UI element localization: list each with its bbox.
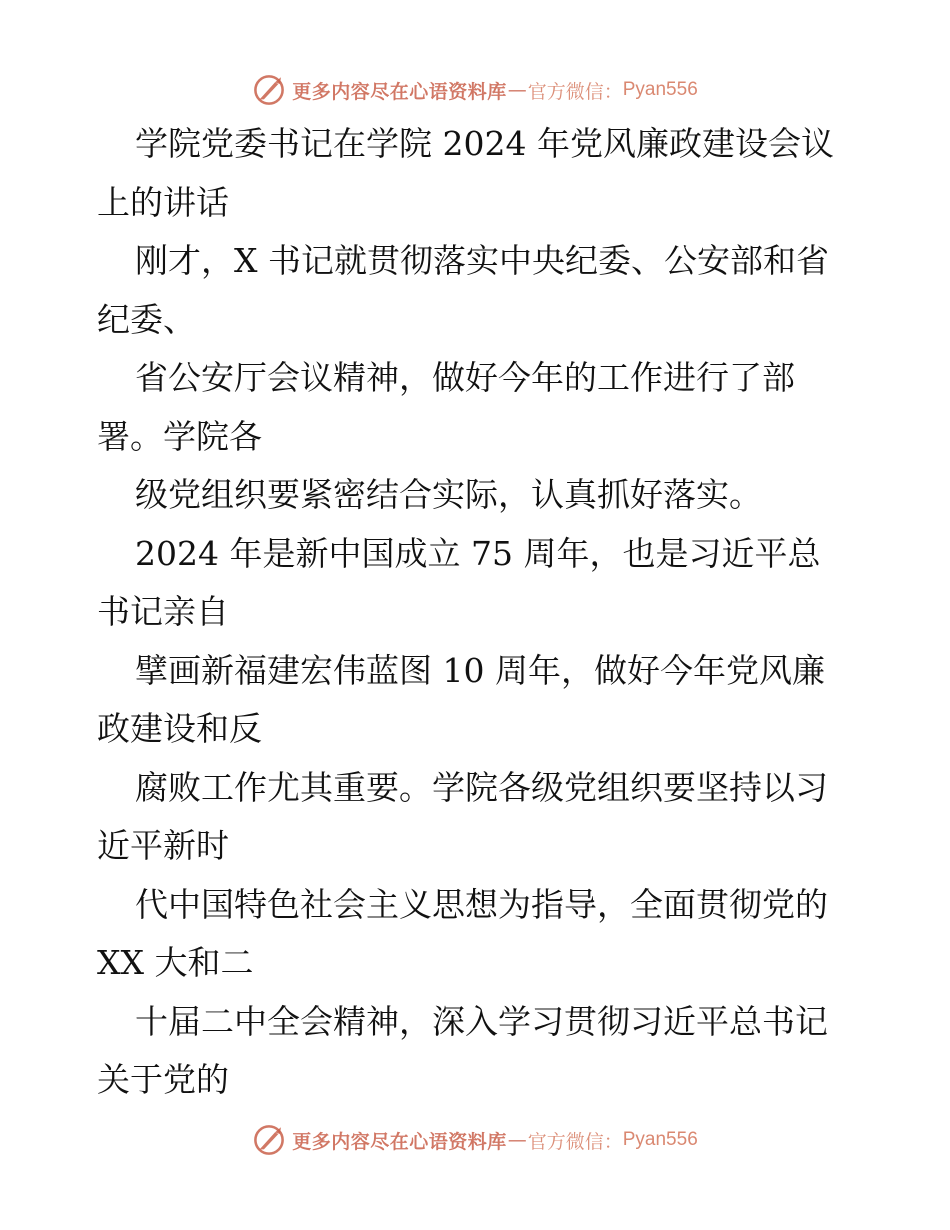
text-line: 署。学院各 (97, 416, 262, 456)
text-line: 纪委、 (97, 299, 196, 339)
text-line: 政建设和反 (97, 709, 262, 748)
text-line: 腐败工作尤其重要。学院各级党组织要坚持以习 (135, 767, 828, 807)
text-line: 刚才，X 书记就贯彻落实中央纪委、公安部和省 (135, 241, 829, 280)
text-line: 关于党的 (97, 1060, 229, 1099)
text-line: 代中国特色社会主义思想为指导，全面贯彻党的 (135, 884, 828, 924)
text-line: 学院党委书记在学院 2024 年党风廉政建设会议 (135, 124, 834, 163)
header-watermark (0, 70, 950, 110)
text-line: 擘画新福建宏伟蓝图 10 周年，做好今年党风廉 (135, 650, 825, 690)
watermark-label: 官方微信： (527, 1130, 623, 1153)
text-line: 十届二中全会精神，深入学习贯彻习近平总书记 (135, 1001, 828, 1041)
watermark-text: 更多内容尽在心语资料库 (292, 80, 507, 103)
text-line: 书记亲自 (97, 592, 229, 631)
text-line: 近平新时 (97, 826, 229, 865)
quill-logo-icon (252, 1123, 286, 1157)
watermark-wechat-id: Pyan556 (622, 1129, 698, 1150)
watermark-dash: — (507, 1129, 527, 1151)
watermark-text: 更多内容尽在心语资料库 (292, 1130, 507, 1153)
quill-logo-icon (252, 73, 286, 107)
footer-watermark (0, 1120, 950, 1160)
text-line: XX 大和二 (97, 943, 254, 982)
text-line: 级党组织要紧密结合实际，认真抓好落实。 (135, 475, 762, 514)
document-body (97, 115, 867, 1110)
watermark-wechat-id: Pyan556 (622, 79, 698, 100)
watermark-label: 官方微信： (527, 80, 623, 103)
watermark-dash: — (507, 79, 527, 101)
text-line: 省公安厅会议精神，做好今年的工作进行了部 (135, 358, 795, 397)
text-line: 2024 年是新中国成立 75 周年，也是习近平总 (135, 533, 821, 573)
text-line: 上的讲话 (97, 182, 229, 222)
